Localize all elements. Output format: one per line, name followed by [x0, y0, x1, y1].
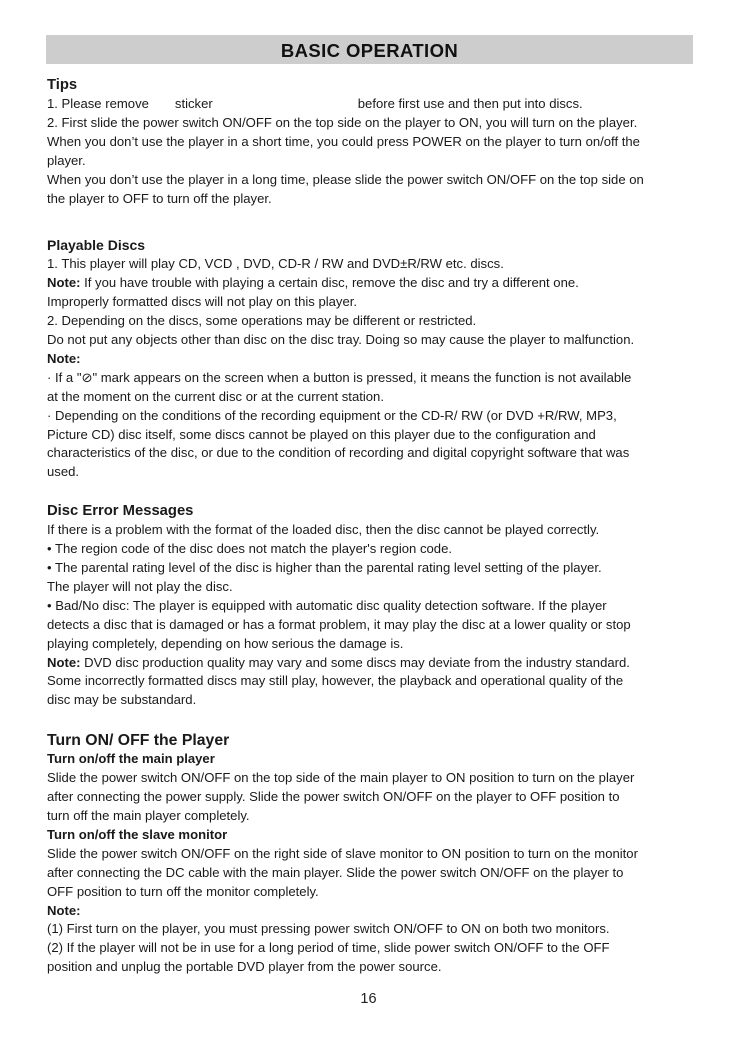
tips-line-3: When you don’t use the player in a short time, you could press POWER on the player to turn on/off the [47, 133, 640, 149]
errors-line-9: Some incorrectly formatted discs may still play, however, the playback and operational quality of the [47, 673, 624, 689]
playable-bullet-2-line-4: used. [47, 464, 80, 480]
note-text: DVD disc production quality may vary and some discs may deviate from the industry standard. [80, 654, 630, 670]
page-number: 16 [360, 991, 377, 1007]
errors-line-3: • The parental rating level of the disc is higher than the parental rating level setting of the player. [47, 560, 602, 576]
tips-line-5: When you don’t use the player in a long time, please slide the power switch ON/OFF on the top side on [47, 171, 644, 187]
playable-line-1: 1. This player will play CD, VCD , DVD, CD-R / RW and DVD±R/RW etc. discs. [47, 256, 504, 272]
errors-line-5: • Bad/No disc: The player is equipped with automatic disc quality detection software. If the player [47, 597, 607, 613]
tips-line-2: 2. First slide the power switch ON/OFF on the top side on the player to ON, you will turn on the player. [47, 114, 638, 130]
page-content [47, 76, 692, 977]
turn-note-label: Note: [47, 902, 81, 918]
turn-note-2-line-1: (2) If the player will not be in use for a long period of time, slide power switch ON/OFF to the OFF [47, 940, 610, 956]
tips-line-1-part-1: 1. Please remove [47, 96, 149, 111]
tips-heading: Tips [47, 77, 78, 93]
turn-slave-line-3: OFF position to turn off the monitor completely. [47, 883, 319, 899]
errors-line-7: playing completely, depending on how serious the damage is. [47, 635, 404, 651]
tips-line-1-part-3: before first use and then put into discs. [357, 96, 583, 111]
tips-line-4: player. [47, 152, 86, 168]
playable-note-2-label: Note: [47, 350, 81, 366]
turn-main-line-3: turn off the main player completely. [47, 808, 250, 823]
playable-bullet-2-line-3: characteristics of the disc, or due to the condition of recording and digital copyright software that was [47, 445, 630, 461]
playable-bullet-2-line-2: Picture CD) disc itself, some discs cannot be played on this player due to the configuration and [47, 426, 596, 442]
note-text: If you have trouble with playing a certain disc, remove the disc and try a different one. [80, 275, 579, 291]
note-label: Note: [47, 275, 81, 291]
turn-slave-line-2: after connecting the DC cable with the main player. Slide the power switch ON/OFF on the player to [47, 864, 624, 880]
errors-heading: Disc Error Messages [47, 503, 194, 520]
errors-line-6: detects a disc that is damaged or has a format problem, it may play the disc at a lower quality or stop [47, 616, 631, 632]
tips-line-1 [47, 95, 692, 114]
turn-subheading-slave: Turn on/off the slave monitor [47, 826, 228, 842]
playable-bullet-1-line-1: · If a "⊘" mark appears on the screen when a button is pressed, it means the function is not available [47, 369, 632, 385]
playable-heading: Playable Discs [47, 237, 146, 254]
tips-line-6: the player to OFF to turn off the player. [47, 190, 272, 206]
turn-slave-line-1: Slide the power switch ON/OFF on the right side of slave monitor to ON position to turn on the monitor [47, 845, 638, 861]
turn-subheading-main: Turn on/off the main player [47, 751, 215, 767]
playable-line-3: Improperly formatted discs will not play on this player. [47, 294, 358, 310]
playable-bullet-2-line-1: · Depending on the conditions of the recording equipment or the CD-R/ RW (or DVD +R/RW, MP3, [47, 407, 617, 423]
tips-line-1-part-2: sticker [174, 96, 213, 111]
errors-line-2: • The region code of the disc does not match the player's region code. [47, 541, 452, 557]
errors-line-1: If there is a problem with the format of the loaded disc, then the disc cannot be played correctly. [47, 522, 600, 538]
turn-main-line-2: after connecting the power supply. Slide the power switch ON/OFF on the player to OFF position to [47, 789, 620, 805]
errors-note [47, 654, 692, 673]
playable-line-5: Do not put any objects other than disc on the disc tray. Doing so may cause the player to malfunction. [47, 331, 635, 347]
errors-line-10: disc may be substandard. [47, 692, 197, 708]
section-title-bar [46, 35, 693, 64]
note-label: Note: [47, 654, 81, 670]
turn-main-line-1: Slide the power switch ON/OFF on the top side of the main player to ON position to turn on the player [47, 770, 635, 786]
turn-heading: Turn ON/ OFF the Player [47, 732, 230, 750]
page-title: BASIC OPERATION [280, 39, 459, 61]
turn-note-1: (1) First turn on the player, you must pressing power switch ON/OFF to ON on both two monitors. [47, 921, 610, 937]
playable-bullet-1-line-2: at the moment on the current disc or at the current station. [47, 388, 384, 404]
playable-note-1 [47, 274, 692, 293]
errors-line-4: The player will not play the disc. [47, 578, 233, 594]
playable-line-4: 2. Depending on the discs, some operations may be different or restricted. [47, 313, 477, 329]
turn-note-2-line-2: position and unplug the portable DVD player from the power source. [47, 959, 442, 975]
